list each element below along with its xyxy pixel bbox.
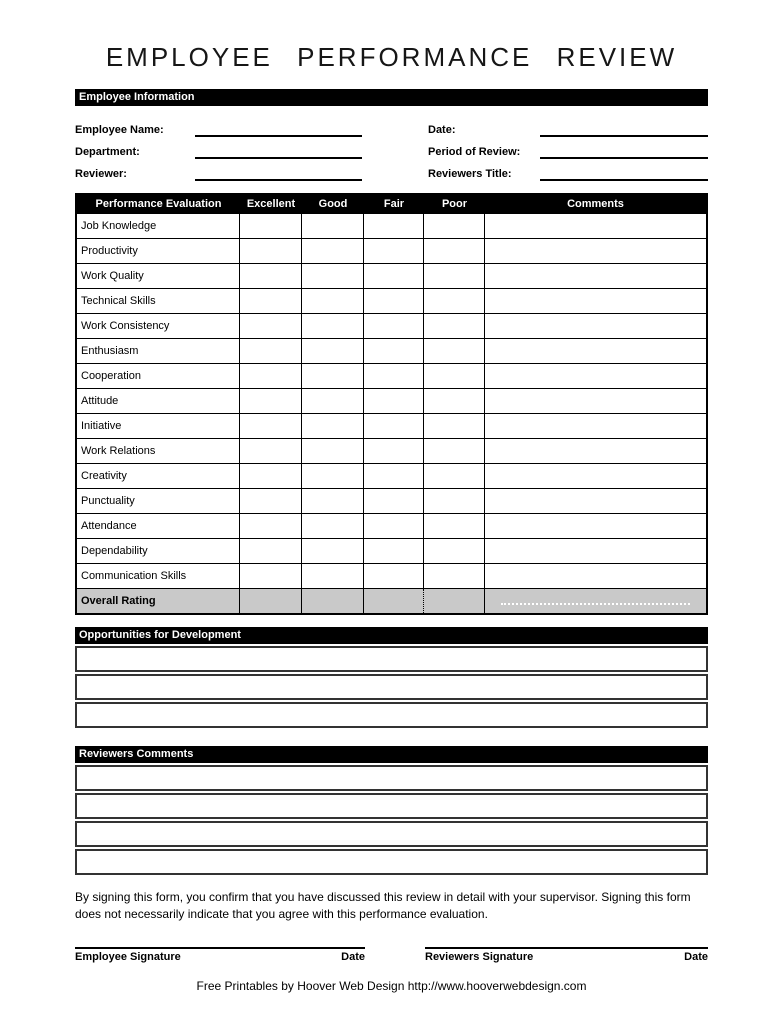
rating-cell[interactable] — [364, 339, 424, 363]
rating-cell[interactable] — [364, 414, 424, 438]
rating-cell[interactable] — [424, 214, 485, 238]
table-row — [77, 563, 706, 588]
criterion-label: Cooperation — [77, 364, 240, 388]
table-row — [77, 413, 706, 438]
comment-cell[interactable] — [485, 289, 706, 313]
table-row — [77, 538, 706, 563]
rating-cell[interactable] — [240, 589, 302, 613]
rating-cell[interactable] — [424, 414, 485, 438]
criterion-label: Technical Skills — [77, 289, 240, 313]
reviewers-signature-date-label: Date — [684, 950, 708, 963]
rating-cell[interactable] — [424, 364, 485, 388]
rating-cell[interactable] — [424, 289, 485, 313]
rating-cell[interactable] — [302, 464, 364, 488]
reviewers-title-field — [428, 159, 708, 181]
comment-cell[interactable] — [485, 414, 706, 438]
rating-cell[interactable] — [240, 514, 302, 538]
rating-cell[interactable] — [302, 239, 364, 263]
date-field — [428, 115, 708, 137]
rating-cell[interactable] — [364, 289, 424, 313]
rating-cell[interactable] — [240, 239, 302, 263]
rating-cell[interactable] — [302, 489, 364, 513]
table-row — [77, 288, 706, 313]
rating-cell[interactable] — [240, 539, 302, 563]
table-row — [77, 238, 706, 263]
criterion-label: Creativity — [77, 464, 240, 488]
employee-information-header: Employee Information — [75, 89, 708, 106]
rating-cell[interactable] — [302, 439, 364, 463]
table-row — [77, 363, 706, 388]
rating-cell[interactable] — [302, 339, 364, 363]
rating-cell[interactable] — [240, 564, 302, 588]
rating-cell[interactable] — [424, 539, 485, 563]
rating-cell[interactable] — [302, 514, 364, 538]
rating-cell[interactable] — [364, 564, 424, 588]
criterion-label: Attendance — [77, 514, 240, 538]
rating-cell[interactable] — [364, 514, 424, 538]
criterion-label: Attitude — [77, 389, 240, 413]
column-header-good: Good — [318, 198, 348, 210]
rating-cell[interactable] — [240, 289, 302, 313]
rating-cell[interactable] — [424, 464, 485, 488]
employee-signature-date-label: Date — [341, 950, 365, 963]
fields-right-column — [428, 115, 708, 181]
reviewers-title-label: Reviewers Title: — [428, 168, 512, 180]
table-row — [77, 313, 706, 338]
employee-signature-label: Employee Signature — [75, 950, 181, 963]
signing-disclaimer: By signing this form, you confirm that you have discussed this review in detail with your supervisor. Signing this form does not necessarily indicate that you agree with this performance evaluation. — [75, 890, 691, 921]
rating-cell[interactable] — [424, 264, 485, 288]
table-row — [77, 388, 706, 413]
signature-row — [75, 947, 708, 963]
comment-cell[interactable] — [485, 239, 706, 263]
rating-cell[interactable] — [302, 314, 364, 338]
column-header-fair: Fair — [383, 198, 405, 210]
opportunities-header: Opportunities for Development — [75, 627, 708, 644]
rating-cell[interactable] — [424, 514, 485, 538]
reviewer-field — [75, 159, 362, 181]
opportunities-rows — [75, 646, 708, 728]
comment-cell[interactable] — [485, 314, 706, 338]
fields-left-column — [75, 115, 362, 181]
employee-signature-block[interactable] — [75, 947, 365, 963]
table-row — [77, 513, 706, 538]
reviewers-comments-rows — [75, 765, 708, 875]
rating-cell[interactable] — [240, 264, 302, 288]
blank-writing-row[interactable] — [75, 765, 708, 791]
rating-cell[interactable] — [364, 264, 424, 288]
rating-cell[interactable] — [240, 439, 302, 463]
blank-writing-row[interactable] — [75, 646, 708, 672]
rating-cell[interactable] — [240, 489, 302, 513]
table-row — [77, 463, 706, 488]
rating-cell[interactable] — [424, 489, 485, 513]
comment-cell[interactable] — [485, 364, 706, 388]
department-field — [75, 137, 362, 159]
criterion-label: Enthusiasm — [77, 339, 240, 363]
overall-rating-row — [77, 588, 706, 613]
rating-cell[interactable] — [302, 364, 364, 388]
comment-cell[interactable] — [485, 214, 706, 238]
rating-cell[interactable] — [302, 539, 364, 563]
comment-cell[interactable] — [485, 389, 706, 413]
rating-cell[interactable] — [424, 239, 485, 263]
rating-cell[interactable] — [424, 439, 485, 463]
overall-rating-label: Overall Rating — [77, 589, 240, 613]
period-of-review-input-line[interactable] — [540, 137, 708, 159]
rating-cell[interactable] — [424, 339, 485, 363]
rating-cell[interactable] — [364, 364, 424, 388]
evaluation-table-header — [77, 195, 706, 213]
blank-writing-row[interactable] — [75, 793, 708, 819]
comment-cell[interactable] — [485, 564, 706, 588]
blank-writing-row[interactable] — [75, 674, 708, 700]
rating-cell[interactable] — [240, 414, 302, 438]
rating-cell[interactable] — [364, 314, 424, 338]
criterion-label: Job Knowledge — [77, 214, 240, 238]
column-header-comments: Comments — [567, 198, 624, 210]
criterion-label: Punctuality — [77, 489, 240, 513]
criterion-label: Work Consistency — [77, 314, 240, 338]
comment-cell[interactable] — [485, 489, 706, 513]
department-input-line[interactable] — [195, 137, 362, 159]
table-row — [77, 338, 706, 363]
criterion-label: Communication Skills — [77, 564, 240, 588]
comment-cell[interactable] — [485, 439, 706, 463]
evaluation-table-body — [77, 213, 706, 613]
rating-cell[interactable] — [240, 464, 302, 488]
column-header-excellent: Excellent — [246, 198, 296, 210]
comment-cell[interactable] — [485, 464, 706, 488]
rating-cell[interactable] — [424, 564, 485, 588]
blank-writing-row[interactable] — [75, 821, 708, 847]
rating-cell[interactable] — [240, 314, 302, 338]
column-header-performance-evaluation: Performance Evaluation — [95, 198, 222, 210]
performance-evaluation-table — [75, 193, 708, 615]
rating-cell[interactable] — [302, 214, 364, 238]
criterion-label: Productivity — [77, 239, 240, 263]
rating-cell[interactable] — [302, 589, 364, 613]
column-header-poor: Poor — [441, 198, 468, 210]
rating-cell[interactable] — [302, 264, 364, 288]
criterion-label: Dependability — [77, 539, 240, 563]
rating-cell[interactable] — [364, 389, 424, 413]
rating-cell[interactable] — [364, 589, 424, 613]
rating-cell[interactable] — [364, 439, 424, 463]
rating-cell[interactable] — [424, 589, 485, 613]
rating-cell[interactable] — [424, 314, 485, 338]
rating-cell[interactable] — [240, 389, 302, 413]
table-row — [77, 438, 706, 463]
comment-cell[interactable] — [485, 589, 706, 613]
rating-cell[interactable] — [240, 364, 302, 388]
blank-writing-row[interactable] — [75, 849, 708, 875]
reviewers-title-input-line[interactable] — [540, 159, 708, 181]
rating-cell[interactable] — [364, 214, 424, 238]
rating-cell[interactable] — [364, 539, 424, 563]
comment-cell[interactable] — [485, 539, 706, 563]
employee-info-fields — [75, 115, 708, 181]
date-label: Date: — [428, 124, 456, 136]
rating-cell[interactable] — [240, 339, 302, 363]
period-of-review-label: Period of Review: — [428, 146, 521, 158]
rating-cell[interactable] — [302, 414, 364, 438]
date-input-line[interactable] — [540, 115, 708, 137]
reviewers-comments-header: Reviewers Comments — [75, 746, 708, 763]
employee-name-label: Employee Name: — [75, 124, 164, 136]
employee-name-field — [75, 115, 362, 137]
comment-cell[interactable] — [485, 264, 706, 288]
comment-cell[interactable] — [485, 514, 706, 538]
reviewers-signature-label: Reviewers Signature — [425, 950, 534, 963]
reviewer-input-line[interactable] — [195, 159, 362, 181]
rating-cell[interactable] — [424, 389, 485, 413]
comment-cell[interactable] — [485, 339, 706, 363]
table-row — [77, 263, 706, 288]
period-of-review-field — [428, 137, 708, 159]
criterion-label: Work Relations — [77, 439, 240, 463]
rating-cell[interactable] — [302, 389, 364, 413]
footer-credit: Free Printables by Hoover Web Design http://www.hooverwebdesign.com — [196, 978, 587, 993]
page-title: EMPLOYEE PERFORMANCE REVIEW — [105, 42, 678, 72]
table-row — [77, 213, 706, 238]
employee-name-input-line[interactable] — [195, 115, 362, 137]
table-row — [77, 488, 706, 513]
blank-writing-row[interactable] — [75, 702, 708, 728]
criterion-label: Work Quality — [77, 264, 240, 288]
reviewers-signature-block[interactable] — [425, 947, 708, 963]
dotted-writing-line — [501, 595, 690, 605]
criterion-label: Initiative — [77, 414, 240, 438]
rating-cell[interactable] — [240, 214, 302, 238]
reviewer-label: Reviewer: — [75, 168, 127, 180]
rating-cell[interactable] — [364, 464, 424, 488]
rating-cell[interactable] — [364, 239, 424, 263]
rating-cell[interactable] — [302, 289, 364, 313]
department-label: Department: — [75, 146, 140, 158]
rating-cell[interactable] — [302, 564, 364, 588]
rating-cell[interactable] — [364, 489, 424, 513]
